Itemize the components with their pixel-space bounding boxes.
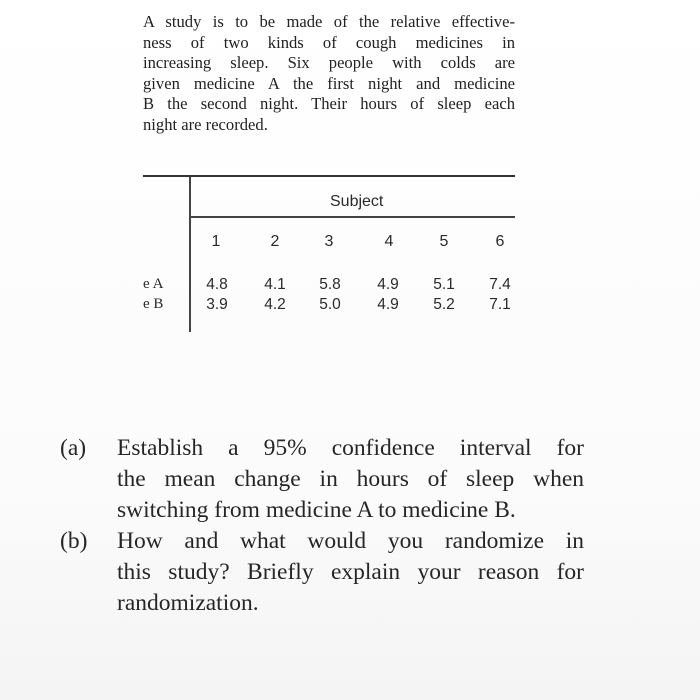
- question-line: Establish a 95% confidence interval for: [117, 435, 584, 461]
- problem-line: given medicine A the first night and medicine: [143, 73, 515, 93]
- subject-number: 6: [495, 233, 505, 250]
- problem-line: ness of two kinds of cough medicines in: [143, 32, 515, 52]
- table-cell: 5.2: [433, 296, 455, 313]
- table-cell: 4.9: [377, 296, 399, 313]
- table-cell: 4.8: [206, 276, 228, 293]
- question-list: [60, 433, 600, 619]
- subject-number: 1: [211, 233, 221, 250]
- table-cell: 4.9: [377, 276, 399, 293]
- problem-statement: [143, 12, 515, 136]
- question-line: randomization.: [117, 590, 259, 616]
- table-vertical-rule: [189, 177, 191, 332]
- problem-line: increasing sleep. Six people with colds are: [143, 53, 515, 73]
- problem-line: B the second night. Their hours of sleep each: [143, 94, 515, 114]
- subject-number: 3: [324, 233, 334, 250]
- table-cell: 4.1: [264, 276, 286, 293]
- table-cell: 3.9: [206, 296, 228, 313]
- question-line: How and what would you randomize in: [117, 528, 584, 554]
- table-top-rule: [143, 175, 515, 177]
- question-line: switching from medicine A to medicine B.: [117, 497, 516, 523]
- table-cell: 7.4: [489, 276, 511, 293]
- question-b: [60, 526, 600, 619]
- table-cell: 7.1: [489, 296, 511, 313]
- problem-line: night are recorded.: [143, 114, 268, 134]
- table-subheader-rule: [190, 216, 515, 218]
- row-label-medicine-b: e B: [143, 296, 164, 312]
- question-line: this study? Briefly explain your reason for: [117, 559, 584, 585]
- question-label: (a): [60, 435, 87, 461]
- row-label-medicine-a: e A: [143, 276, 164, 292]
- table-cell: 5.0: [319, 296, 341, 313]
- table-cell: 4.2: [264, 296, 286, 313]
- table-header-subject: Subject: [330, 193, 384, 210]
- sleep-data-table: [143, 175, 515, 335]
- table-cell: 5.8: [319, 276, 341, 293]
- table-cell: 5.1: [433, 276, 455, 293]
- question-a: [60, 433, 600, 526]
- subject-number: 4: [384, 233, 394, 250]
- subject-number: 5: [439, 233, 449, 250]
- subject-number: 2: [270, 233, 280, 250]
- question-label: (b): [60, 528, 88, 554]
- question-line: the mean change in hours of sleep when: [117, 466, 584, 492]
- problem-line: A study is to be made of the relative effective-: [143, 12, 515, 31]
